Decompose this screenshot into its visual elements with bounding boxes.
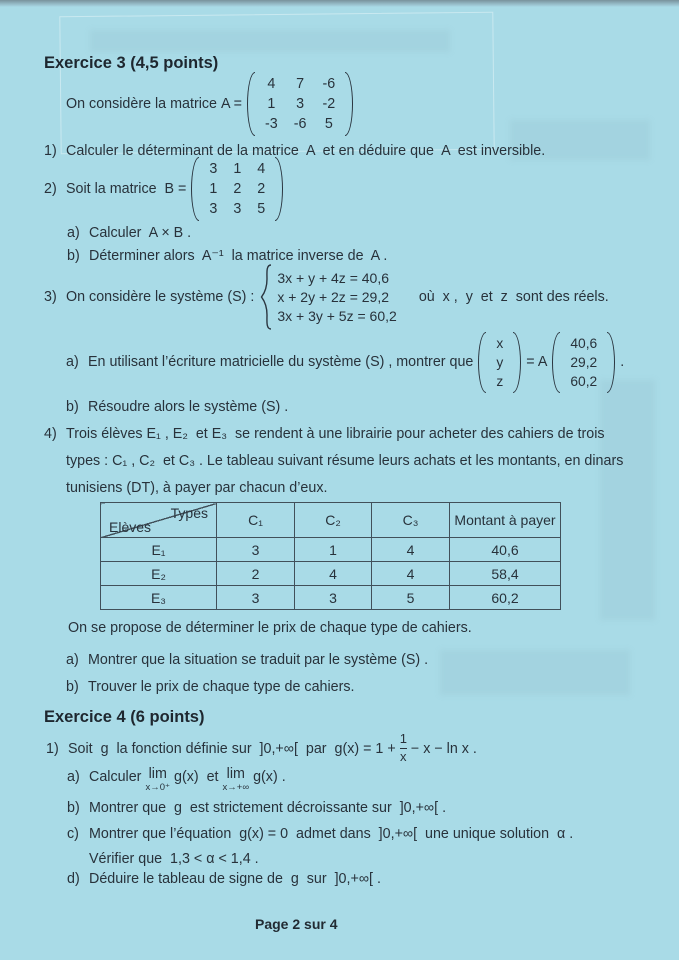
right-paren [345,72,353,136]
fraction-numerator: 1 [399,731,407,747]
ex3-q4-line1 [44,426,605,442]
left-paren [247,72,255,136]
table-cell: 58,4 [450,562,561,586]
item-text: Montrer que g est strictement décroissante sur ]0,+∞[ . [89,800,447,816]
vector-constants [552,332,615,393]
matrix-cell: 3 [209,201,218,217]
item-text: Résoudre alors le système (S) . [88,399,289,415]
ex4-q1c [67,826,573,842]
ex3-question-2 [44,157,288,221]
item-marker: b) [66,399,79,415]
period: . [620,354,625,370]
ex3-q4-line3 [66,480,327,496]
row-label: E₂ [101,562,217,586]
item-marker: b) [67,800,80,816]
vector-cell: 29,2 [570,354,598,370]
table-corner-cell [101,503,217,538]
fraction-bar [400,748,407,749]
lim-subscript: x→0⁺ [145,782,171,794]
matrix-cell: 1 [209,181,218,197]
item-text: Calculer [89,769,142,785]
item-text: Montrer que l’équation g(x) = 0 admet dans ]0,+∞[ une unique solution α . [89,826,574,842]
matrix-a-intro: On considère la matrice [66,96,221,112]
ex3-q3b [66,399,288,415]
table-header-c1: C₁ [217,503,295,538]
system-equations [277,270,396,324]
vector-cell: 60,2 [570,373,598,389]
item-marker: c) [67,826,79,842]
item-marker: 1) [44,143,57,159]
vector-grid [560,332,607,393]
vector-cell: y [496,354,504,370]
bleed-through-artifact [600,380,655,620]
table-corner-eleves: Elèves [109,519,152,535]
table-cell: 4 [295,562,372,586]
item-text: Trois élèves E₁ , E₂ et E₃ se rendent à une librairie pour acheter des cahiers de trois [66,426,605,442]
equation: 3x + y + 4z = 40,6 [277,270,390,286]
matrix-cell: 4 [267,76,276,92]
table-row [101,538,561,562]
matrix-cell: 4 [257,161,266,177]
fraction-1-over-x [400,732,407,763]
right-paren [275,157,283,221]
matrix-cell: 3 [209,161,218,177]
item-marker: a) [66,354,79,370]
equation: 3x + 3y + 5z = 60,2 [277,308,397,324]
table-header-c3: C₃ [372,503,450,538]
item-text: tunisiens (DT), à payer par chacun d’eux. [66,480,328,496]
system-where: où x , y et z sont des réels. [418,289,609,305]
ex4-q1a [67,764,286,794]
vector-xyz [478,332,521,393]
ex3-q3a [66,332,624,392]
exercise3-title: Exercice 3 (4,5 points) [44,54,219,72]
item-marker: 3) [44,289,57,305]
item-text: Soit g la fonction définie sur ]0,+∞[ par g(x) = 1 + [68,741,396,757]
matrix-a-line [66,72,358,136]
item-marker: b) [67,248,80,264]
item-text: On se propose de déterminer le prix de chaque type de cahiers. [68,620,472,636]
item-text: On considère le système [66,289,228,305]
matrix-a-label: A = [220,96,243,112]
ex3-q2b [67,248,387,264]
matrix-cell: 2 [257,181,266,197]
table-cell: 3 [217,586,295,610]
table-cell: 3 [295,586,372,610]
item-text: Déterminer alors A⁻¹ la matrice inverse de A . [89,248,388,264]
matrix-cell: 7 [296,76,305,92]
ex4-question-1 [46,733,477,765]
ex3-q2a [67,225,191,241]
item-marker: a) [67,769,80,785]
item-text: g(x) et [174,769,219,785]
fraction-denominator: x [400,749,407,764]
vector-cell: 40,6 [570,335,598,351]
limit-x-to-infinity [223,767,250,793]
matrix-cell: 1 [267,96,276,112]
item-text: types : C₁ , C₂ et C₃ . Le tableau suivant résume leurs achats et les montants, en dinars [66,453,624,469]
matrix-cell: -3 [265,116,278,132]
table-cell: 4 [372,562,450,586]
item-marker: 4) [44,426,57,442]
right-paren [607,332,615,393]
ex3-q4a [66,652,428,668]
item-marker: a) [67,225,80,241]
vector-cell: z [496,373,504,389]
item-marker: a) [66,652,79,668]
matrix-cell: 1 [233,161,242,177]
page-number: Page 2 sur 4 [255,916,338,932]
table-cell: 60,2 [450,586,561,610]
vector-grid [486,332,513,393]
item-text: En utilisant l’écriture matricielle du système (S) , montrer que [88,354,474,370]
item-text: Déduire le tableau de signe de g sur ]0,+∞[ . [89,871,381,887]
equals-a: = A [526,354,548,370]
item-marker: d) [67,871,80,887]
matrix-cell: 3 [296,96,305,112]
vector-cell: x [496,335,504,351]
item-text: Calculer A × B . [89,225,192,241]
table-cell: 1 [295,538,372,562]
ex3-question-3 [44,263,609,331]
item-text: Montrer que la situation se traduit par le système (S) . [88,652,429,668]
system-label: (S) : [227,289,255,305]
purchases-table [100,502,561,610]
table-cell: 40,6 [450,538,561,562]
item-text: Vérifier que 1,3 < α < 1,4 . [89,851,259,867]
lim-subscript: x→+∞ [222,782,250,794]
matrix-b [191,157,283,221]
system-brace [260,264,272,330]
matrix-cell: 2 [233,181,242,197]
bleed-through-artifact [90,30,450,52]
table-row [101,586,561,610]
matrix-cell: 5 [324,116,333,132]
limit-x-to-0plus [145,767,170,793]
lim-word: lim [226,766,245,783]
exercise4-title: Exercice 4 (6 points) [44,708,205,726]
ex3-q4-line2 [66,453,623,469]
matrix-cell: 5 [257,201,266,217]
table-cell: 3 [217,538,295,562]
equation: x + 2y + 2z = 29,2 [277,289,390,305]
item-text: Calculer le déterminant de la matrice A et en déduire que A est inversible. [66,143,546,159]
row-label: E₁ [101,538,217,562]
left-paren [552,332,560,393]
matrix-a-grid [255,72,345,136]
table-cell: 2 [217,562,295,586]
left-paren [478,332,486,393]
ex4-q1c-line2 [89,851,259,867]
item-text: g(x) . [253,769,286,785]
table-row [101,562,561,586]
table-header-c2: C₂ [295,503,372,538]
right-paren [513,332,521,393]
item-text: Trouver le prix de chaque type de cahiers. [88,679,355,695]
ex4-q1d [67,871,381,887]
ex4-q1b [67,800,446,816]
item-marker: b) [66,679,79,695]
table-cell: 4 [372,538,450,562]
matrix-cell: -2 [322,96,336,112]
matrix-b-grid [199,157,275,221]
table-corner-types: Types [170,505,208,521]
item-marker: 1) [46,741,59,757]
item-text: Soit la matrice B = [66,181,187,197]
table-header-montant: Montant à payer [450,503,561,538]
matrix-a [247,72,353,136]
lim-word: lim [148,766,167,783]
ex3-q4b [66,679,355,695]
table-cell: 5 [372,586,450,610]
item-marker: 2) [44,181,57,197]
matrix-cell: -6 [322,76,336,92]
row-label: E₃ [101,586,217,610]
bleed-through-artifact [440,650,630,695]
matrix-cell: 3 [233,201,242,217]
scan-edge-strip [0,0,679,7]
item-text: − x − ln x . [410,741,477,757]
ex3-q4-note [68,620,472,636]
left-paren [191,157,199,221]
matrix-cell: -6 [293,116,307,132]
